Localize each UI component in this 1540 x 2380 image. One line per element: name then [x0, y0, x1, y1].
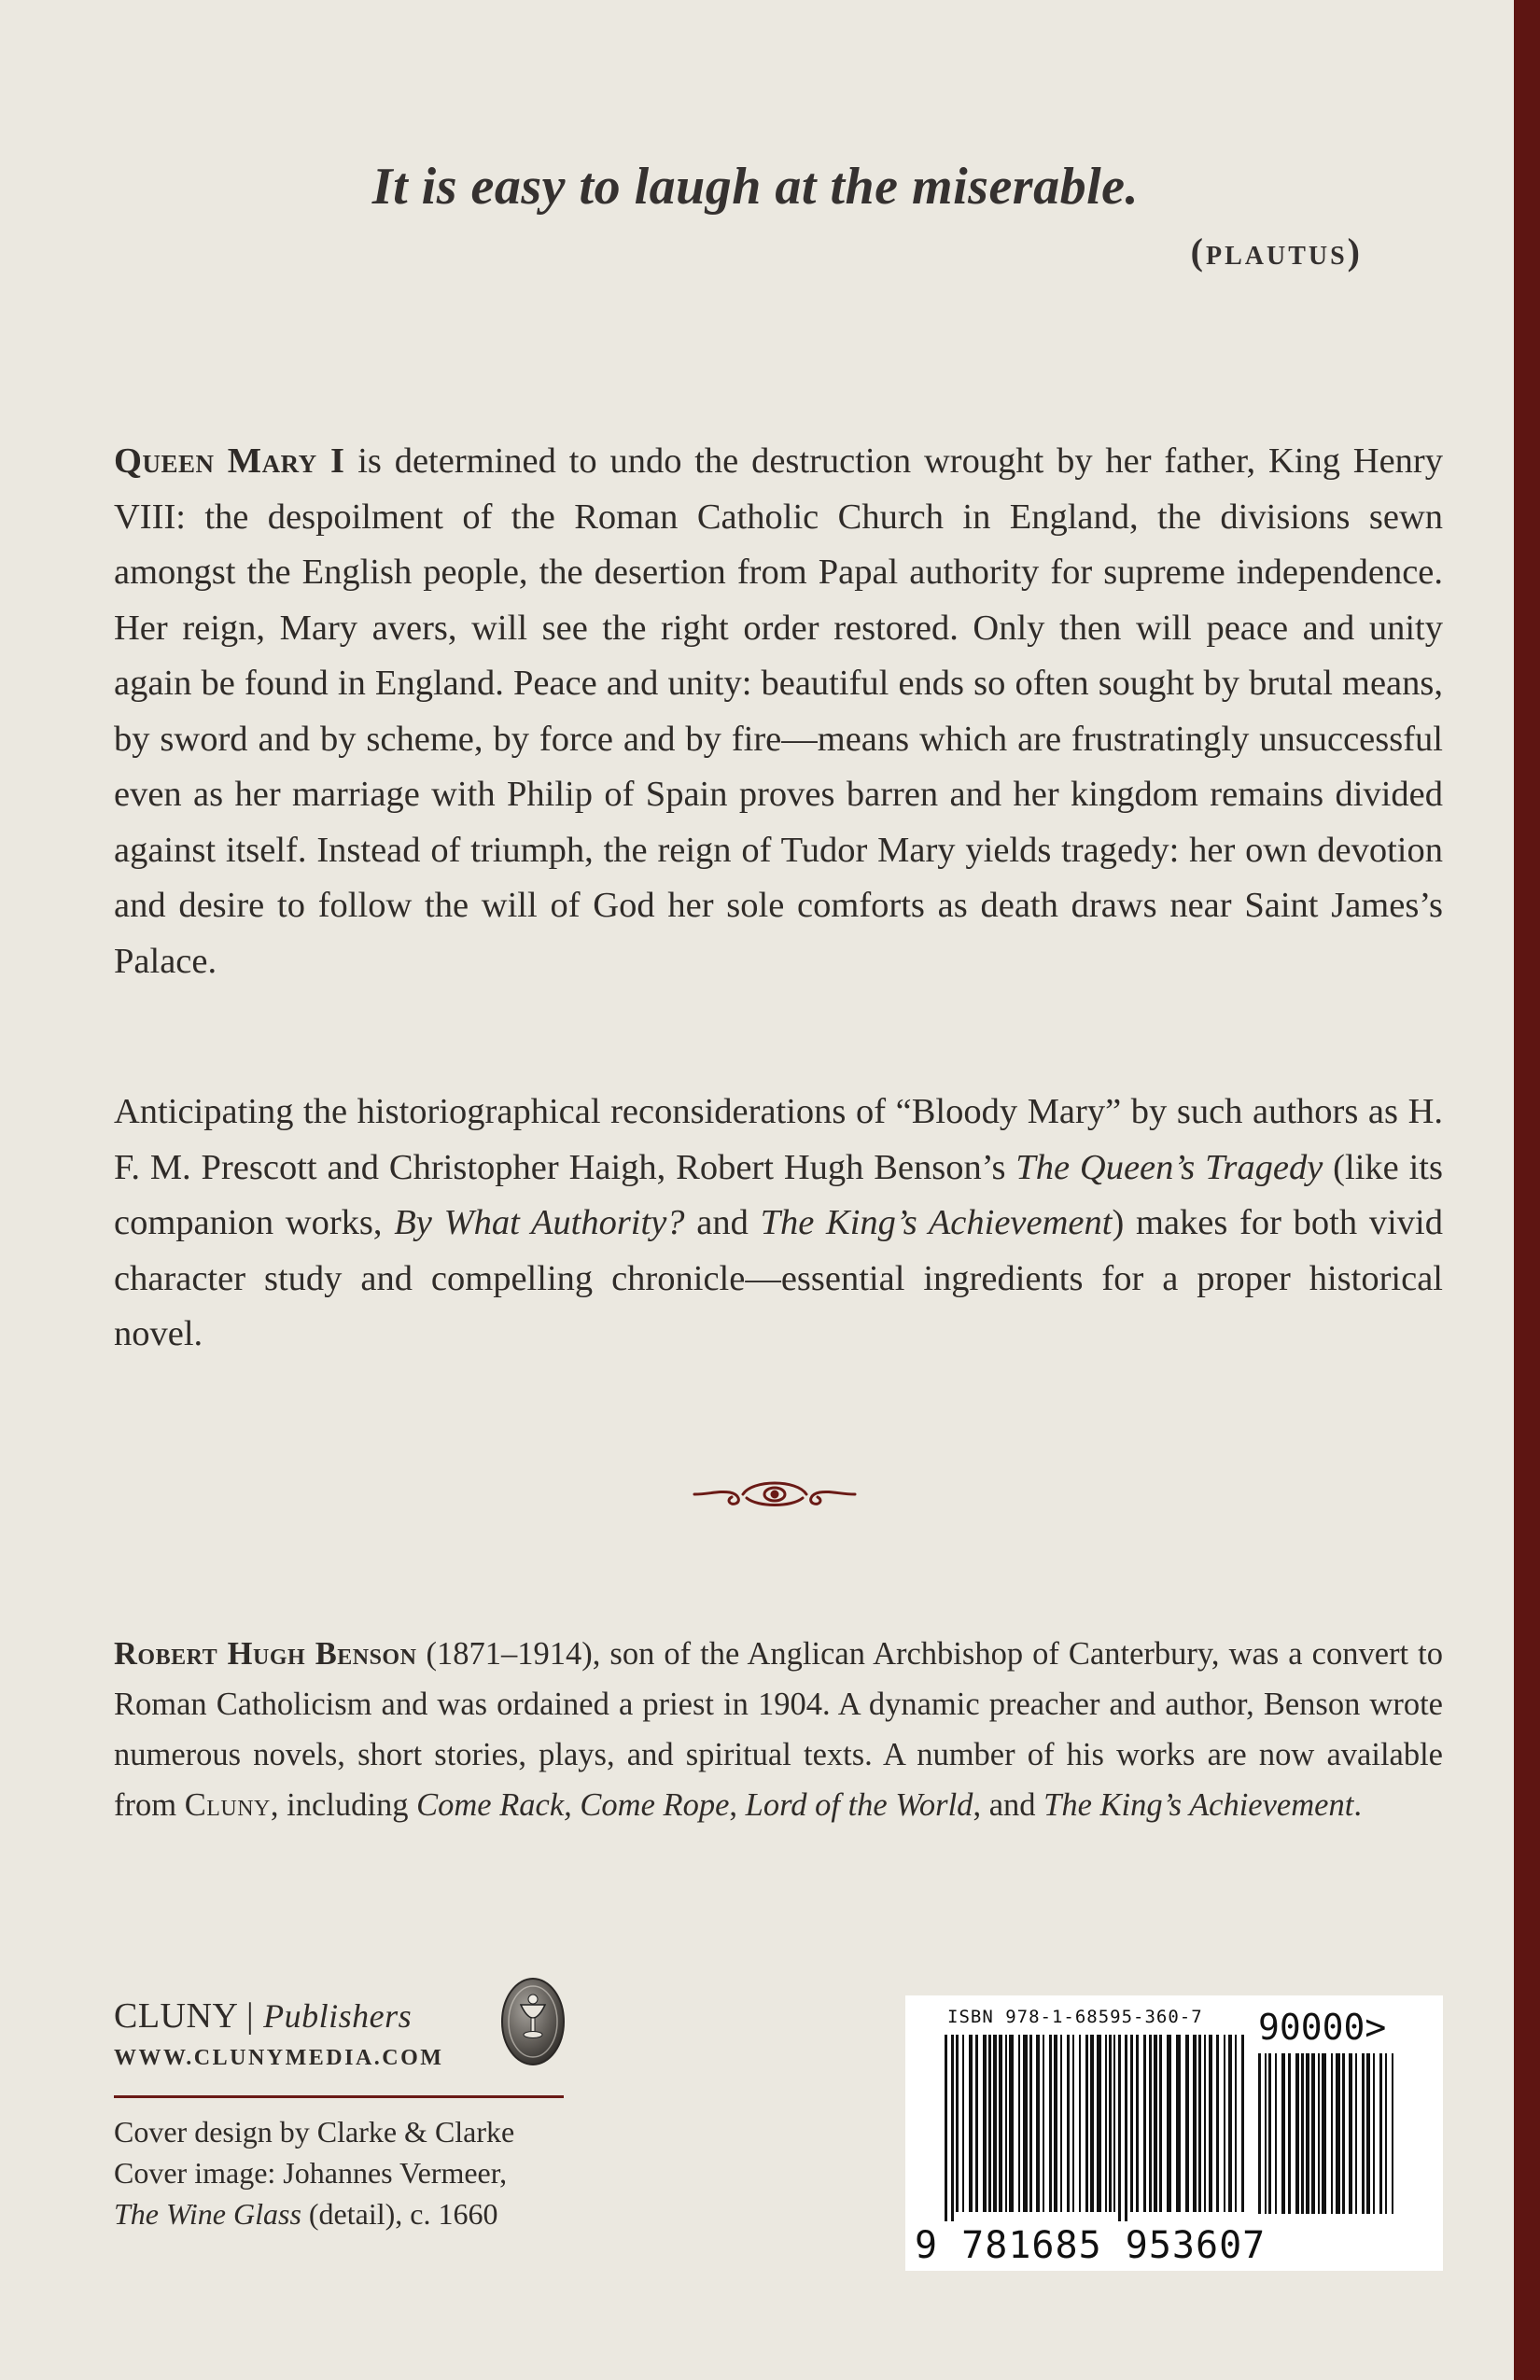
- barcode-bar: [1216, 2035, 1219, 2212]
- credit-line: Cover image: Johannes Vermeer,: [114, 2156, 508, 2190]
- bio-text: ,: [729, 1787, 746, 1823]
- publisher-mention: Cluny: [184, 1787, 271, 1823]
- publisher-url[interactable]: WWW.CLUNYMEDIA.COM: [114, 2046, 444, 2070]
- barcode-bar: [1311, 2053, 1315, 2214]
- bio-text: .: [1353, 1787, 1362, 1823]
- barcode-bar: [1306, 2053, 1309, 2214]
- barcode-bar: [1235, 2035, 1237, 2212]
- barcode-bar: [1228, 2035, 1232, 2212]
- barcode-bar: [1209, 2035, 1212, 2212]
- barcode-bar: [1275, 2053, 1277, 2214]
- barcode-bar: [1136, 2035, 1139, 2212]
- synopsis-paragraph-1: [114, 434, 1443, 989]
- publisher-subtitle: Publishers: [263, 1997, 413, 2035]
- barcode-bar: [1366, 2053, 1370, 2214]
- barcode-bar: [1349, 2053, 1352, 2214]
- barcode-bar: [951, 2035, 954, 2221]
- barcode-bar: [1295, 2053, 1299, 2214]
- barcode-bar: [1318, 2053, 1320, 2214]
- ean-barcode: [945, 2035, 1247, 2221]
- barcode-bar: [1049, 2035, 1052, 2212]
- isbn-label: ISBN 978-1-68595-360-7: [947, 2007, 1203, 2027]
- book-title: The King’s Achievement: [760, 1203, 1113, 1242]
- barcode-bar: [1198, 2035, 1201, 2212]
- book-title: Lord of the World: [745, 1787, 973, 1823]
- barcode-bar: [1118, 2035, 1121, 2221]
- barcode-bar: [1336, 2053, 1340, 2214]
- epigraph-source: (plautus): [1190, 231, 1363, 273]
- artwork-title: The Wine Glass: [114, 2197, 301, 2231]
- synopsis-text: and: [684, 1203, 761, 1242]
- synopsis-lead-in: Queen Mary I: [114, 441, 345, 481]
- barcode-bar: [1355, 2053, 1357, 2214]
- barcode-bar: [1154, 2035, 1157, 2212]
- barcode-bar: [1373, 2053, 1375, 2214]
- publisher-wordmark: CLUNY: [114, 1996, 237, 2036]
- barcode-bar: [993, 2035, 997, 2212]
- addon-barcode: [1258, 2053, 1398, 2217]
- barcode-bar: [1268, 2053, 1271, 2214]
- synopsis-text: Anticipating the historiographical reconsiderations of “Bloody Mary” by such authors as H. F. M. Prescott and Christopher Haigh, Robert Hugh Benson’s: [114, 1092, 1443, 1187]
- barcode-bar: [1009, 2035, 1014, 2212]
- barcode-bar: [1193, 2035, 1197, 2212]
- barcode-bar: [956, 2035, 959, 2212]
- barcode-bar: [1054, 2035, 1057, 2212]
- barcode-bar: [1281, 2053, 1285, 2214]
- publisher-block: [114, 1995, 562, 2071]
- barcode-bar: [1130, 2035, 1133, 2212]
- bio-text: , and: [973, 1787, 1044, 1823]
- barcode-bar: [1085, 2035, 1088, 2212]
- barcode-bar: [1392, 2053, 1393, 2214]
- credit-line: [114, 2193, 599, 2234]
- barcode-bar: [1258, 2053, 1261, 2214]
- author-name: Robert Hugh Benson: [114, 1636, 417, 1672]
- barcode-bar: [1241, 2035, 1244, 2212]
- credit-text: (detail), c. 1660: [301, 2197, 498, 2231]
- barcode-bar: [1125, 2035, 1127, 2221]
- barcode-panel: [905, 1995, 1443, 2271]
- barcode-bar: [1331, 2053, 1333, 2214]
- barcode-bar: [1036, 2035, 1040, 2212]
- barcode-bar: [962, 2035, 964, 2212]
- barcode-bar: [1067, 2035, 1070, 2212]
- barcode-bar: [1023, 2035, 1028, 2212]
- barcode-bar: [1060, 2035, 1062, 2212]
- barcode-bar: [1322, 2053, 1326, 2214]
- bio-text: , including: [270, 1787, 417, 1823]
- chalice-seal-icon: [500, 1977, 566, 2066]
- barcode-bar: [1090, 2035, 1094, 2212]
- barcode-bar: [1029, 2035, 1032, 2212]
- barcode-bar: [1159, 2035, 1162, 2212]
- barcode-bar: [1143, 2035, 1146, 2212]
- bio-text: (1871–1914), son of the Anglican Archbishop of Canterbury, was a convert to Roman Catholicism and was ordained a priest in 1904. A dynamic preacher and author, Benson wrote numerous novels, short stories, plays, and spiritual texts. A number of his works are now available from: [114, 1636, 1444, 1823]
- book-title: Come Rack, Come Rope: [416, 1787, 730, 1823]
- synopsis-paragraph-2: [114, 1085, 1443, 1363]
- barcode-bar: [1185, 2035, 1189, 2212]
- barcode-bar: [1362, 2053, 1365, 2214]
- barcode-bar: [1379, 2053, 1382, 2214]
- book-title: The Queen’s Tragedy: [1015, 1147, 1323, 1187]
- synopsis-text: is determined to undo the destruction wrought by her father, King Henry VIII: the despoilment of the Roman Catholic Church in England, the divisions sewn amongst the English people, the desertion from Papal authority for supreme independence. Her reign, Mary avers, will see the right order restored. Only then will peace and unity again be found in England. Peace and unity: beautiful ends so often sought by brutal means, by sword and by scheme, by force and by fire—means which are frustratingly unsuccessful even as her marriage with Philip of Spain proves barren and her kingdom remains divided against itself. Instead of triumph, the reign of Tudor Mary yields tragedy: her own devotion and desire to follow the will of God her sole comforts as death draws near Saint James’s Palace.: [114, 441, 1443, 981]
- publisher-name: [114, 1995, 562, 2037]
- barcode-bar: [1113, 2035, 1115, 2212]
- publisher-divider: |: [236, 1996, 264, 2036]
- barcode-bar: [1342, 2053, 1345, 2214]
- barcode-bar: [1105, 2035, 1107, 2212]
- barcode-bar: [1072, 2035, 1074, 2212]
- barcode-bar: [1005, 2035, 1007, 2212]
- barcode-bar: [1167, 2035, 1171, 2212]
- author-bio: [114, 1629, 1443, 1830]
- barcode-bar: [1204, 2035, 1206, 2212]
- credit-line: Cover design by Clarke & Clarke: [114, 2115, 515, 2149]
- barcode-bar: [999, 2035, 1002, 2212]
- synopsis-text: ) makes for both vivid character study and compelling chronicle—essential ingredients for a proper historical novel.: [114, 1203, 1443, 1353]
- barcode-bar: [988, 2035, 991, 2212]
- barcode-bar: [1301, 2053, 1304, 2214]
- barcode-bar: [1018, 2035, 1020, 2212]
- barcode-bar: [1288, 2053, 1291, 2214]
- spine-band: [1514, 0, 1540, 2380]
- barcode-bar: [1265, 2053, 1267, 2214]
- book-title: The King’s Achievement: [1043, 1787, 1354, 1823]
- barcode-bar: [1109, 2035, 1112, 2212]
- barcode-bar: [1385, 2053, 1387, 2214]
- epigraph-quote: It is easy to laugh at the miserable.: [371, 158, 1139, 216]
- epigraph: [0, 157, 1363, 273]
- barcode-bar: [1176, 2035, 1181, 2212]
- barcode-bar: [945, 2035, 947, 2221]
- barcode-bar: [1149, 2035, 1152, 2212]
- price-addon-digits: 90000>: [1258, 2007, 1387, 2048]
- barcode-bar: [1224, 2035, 1225, 2212]
- cover-credits: [114, 2111, 599, 2234]
- barcode-bar: [1079, 2035, 1081, 2212]
- publisher-divider-rule: [114, 2095, 564, 2098]
- book-title: By What Authority?: [394, 1203, 685, 1242]
- ean-digits: 9 781685 953607: [915, 2224, 1267, 2267]
- barcode-bar: [969, 2035, 973, 2212]
- barcode-bar: [1097, 2035, 1101, 2212]
- synopsis-text: (like its companion works,: [114, 1147, 1443, 1242]
- barcode-bar: [1043, 2035, 1044, 2212]
- barcode-bar: [983, 2035, 987, 2212]
- barcode-bar: [975, 2035, 978, 2212]
- flourish-ornament-icon: [691, 1470, 859, 1515]
